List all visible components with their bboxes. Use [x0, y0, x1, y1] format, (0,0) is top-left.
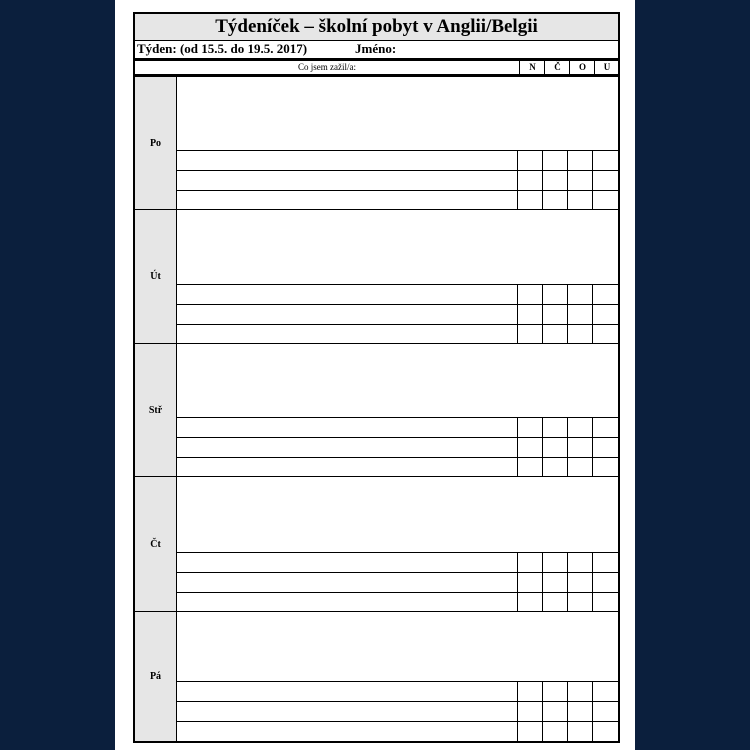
worksheet-page — [115, 0, 635, 750]
entry-row — [176, 150, 618, 170]
entry-row — [176, 190, 618, 210]
worksheet-title: Týdeníček – školní pobyt v Anglii/Belgii — [135, 14, 618, 41]
day-section-po — [135, 77, 618, 210]
entry-row — [176, 170, 618, 190]
entry-row — [176, 681, 618, 701]
worksheet-frame — [133, 12, 620, 743]
entry-row — [176, 572, 618, 592]
name-label: Jméno: — [355, 41, 397, 56]
day-section-pa — [135, 612, 618, 741]
entry-row — [176, 417, 618, 437]
entry-row — [176, 457, 618, 477]
entry-row — [176, 721, 618, 741]
day-section-str — [135, 344, 618, 477]
experience-column-header: Co jsem zažil/a: — [298, 62, 356, 72]
entry-row — [176, 552, 618, 572]
info-row — [135, 40, 618, 61]
entry-row — [176, 437, 618, 457]
rating-column-n: N — [519, 61, 545, 74]
entry-row — [176, 701, 618, 721]
entry-row — [176, 304, 618, 324]
table-header-row — [135, 61, 618, 77]
day-section-ct — [135, 477, 618, 612]
day-label: Čt — [135, 477, 177, 611]
entry-row — [176, 592, 618, 612]
entry-row — [176, 324, 618, 344]
rating-column-o: O — [569, 61, 595, 74]
day-label: Stř — [135, 344, 177, 476]
day-section-ut — [135, 210, 618, 344]
rating-column-c: Č — [544, 61, 570, 74]
week-range: Týden: (od 15.5. do 19.5. 2017) — [137, 41, 308, 56]
entry-row — [176, 284, 618, 304]
day-label: Út — [135, 210, 177, 343]
day-label: Po — [135, 77, 177, 209]
rating-column-u: U — [594, 61, 619, 74]
day-label: Pá — [135, 612, 177, 741]
